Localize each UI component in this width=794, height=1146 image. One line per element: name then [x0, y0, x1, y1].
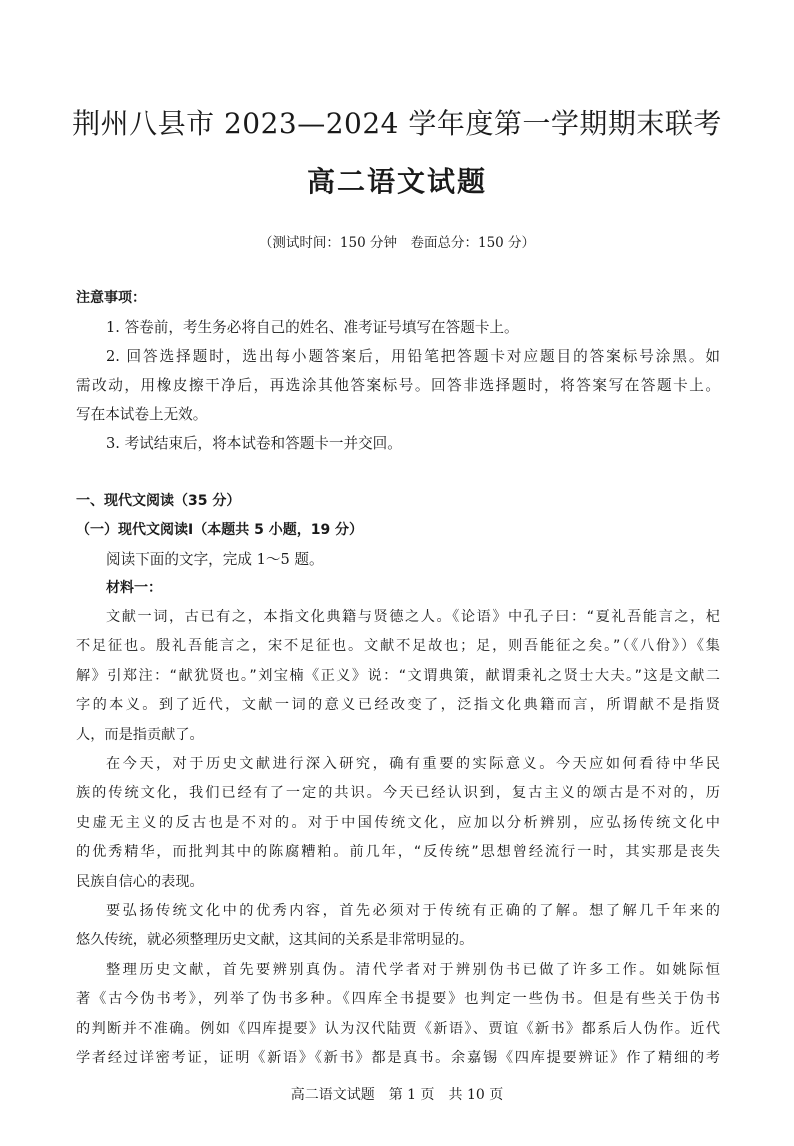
- paragraph-line: 字的本义。到了近代，文献一词的意义已经改变了，泛指文化典籍而言，所谓献不是指贤: [76, 697, 720, 714]
- section-heading: 一、现代文阅读（35 分）: [76, 493, 241, 509]
- exam-meta: （测试时间：150 分钟 卷面总分：150 分）: [258, 235, 536, 251]
- paragraph-line: 不足征也。殷礼吾能言之，宋不足征也。文献不足故也；足，则吾能征之矣。”（《八佾》）《集: [76, 638, 720, 655]
- notice-line: 3. 考试结束后，将本试卷和答题卡一并交回。: [106, 435, 402, 452]
- notice-heading: 注意事项：: [76, 290, 146, 306]
- exam-title: 荆州八县市 2023—2024 学年度第一学期期末联考: [72, 107, 722, 140]
- section-instruction: 阅读下面的文字，完成 1～5 题。: [106, 551, 324, 568]
- paragraph-line: 著《古今伪书考》，列举了伪书多种。《四库全书提要》也判定一些伪书。但是有些关于伪书: [76, 991, 720, 1008]
- notice-section: [76, 284, 720, 458]
- paragraph-line: 人，而是指贡献了。: [76, 726, 204, 743]
- material-label: 材料一：: [106, 580, 162, 596]
- paragraph-line: 文献一词，古已有之，本指文化典籍与贤德之人。《论语》中孔子曰：“夏礼吾能言之，杞: [106, 609, 720, 625]
- page-footer: 高二语文试题 第 1 页 共 10 页: [290, 1087, 504, 1103]
- paragraph-line: 学者经过详密考证，证明《新语》《新书》都是真书。余嘉锡《四库提要辨证》作了精细的考: [76, 1050, 720, 1067]
- paragraph-line: 整理历史文献，首先要辨别真伪。清代学者对于辨别伪书已做了许多工作。如姚际恒: [106, 961, 720, 978]
- notice-line: 写在本试卷上无效。: [76, 406, 208, 423]
- paragraph-line: 史虚无主义的反古也是不对的。对于中国传统文化，应加以分析辨别，应弘扬传统文化中: [76, 814, 720, 831]
- notice-line: 2. 回答选择题时，选出每小题答案后，用铅笔把答题卡对应题目的答案标号涂黑。如: [106, 348, 720, 365]
- paragraph-line: 悠久传统，就必须整理历史文献，这其间的关系是非常明显的。: [76, 932, 474, 949]
- paragraph-line: 的判断并不准确。例如《四库提要》认为汉代陆贾《新语》、贾谊《新书》都系后人伪作。近代: [76, 1020, 720, 1037]
- paragraph-line: 民族自信心的表现。: [76, 873, 204, 890]
- material-text: [76, 603, 720, 1074]
- notice-line: 1. 答卷前，考生务必将自己的姓名、准考证号填写在答题卡上。: [106, 319, 519, 336]
- exam-subtitle: 高二语文试题: [306, 165, 487, 198]
- paragraph-line: 在今天，对于历史文献进行深入研究，确有重要的实际意义。今天应如何看待中华民: [106, 756, 720, 773]
- paragraph-line: 要弘扬传统文化中的优秀内容，首先必须对于传统有正确的了解。想了解几千年来的: [106, 903, 720, 920]
- notice-line: 需改动，用橡皮擦干净后，再选涂其他答案标号。回答非选择题时，将答案写在答题卡上。: [76, 377, 720, 394]
- reading-section: [76, 487, 720, 603]
- paragraph-line: 族的传统文化，我们已经有了一定的共识。今天已经认识到，复古主义的颂古是不对的，历: [76, 785, 720, 802]
- paragraph-line: 的优秀精华，而批判其中的陈腐糟粕。前几年，“反传统”思想曾经流行一时，其实那是丧失: [76, 844, 720, 861]
- paragraph-line: 解》引郑注：“献犹贤也。”刘宝楠《正义》说：“文谓典策，献谓秉礼之贤士大夫。”这是文献二: [76, 667, 720, 684]
- section-sub-heading: （一）现代文阅读Ⅰ（本题共 5 小题，19 分）: [76, 522, 364, 538]
